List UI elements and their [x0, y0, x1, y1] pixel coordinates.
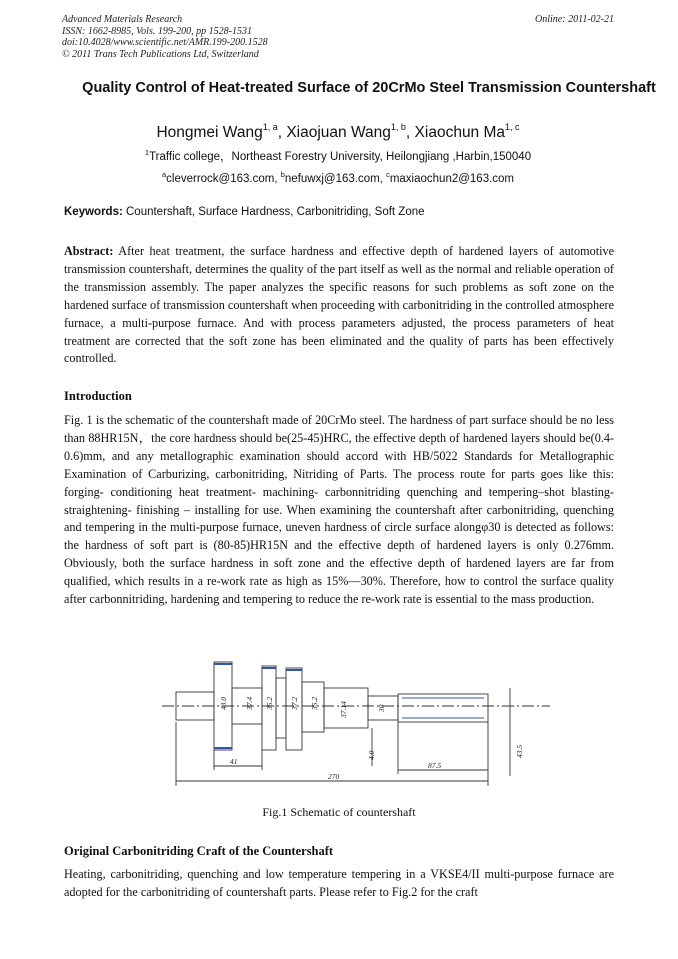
dim-label: 30: [377, 704, 386, 712]
dim-label: 41: [230, 757, 238, 766]
keywords-label: Keywords:: [64, 206, 123, 218]
author-sup: 1, a: [262, 122, 278, 132]
dim-label: 4.0: [367, 750, 376, 760]
affiliation-text: Traffic college，Northeast Forestry University, Heilongjiang ,Harbin,150040: [149, 151, 532, 163]
countershaft-figure: [160, 648, 552, 788]
section-heading: Original Carbonitriding Craft of the Countershaft: [64, 844, 334, 858]
journal-header: [62, 14, 614, 60]
dim-label: 43.0: [219, 696, 228, 710]
author-name: Xiaojuan Wang: [286, 124, 391, 141]
emails: [62, 170, 614, 185]
abstract-label: Abstract:: [64, 244, 114, 258]
author-name: Xiaochun Ma: [414, 124, 506, 141]
abstract: [64, 243, 614, 368]
email-sup: c: [386, 170, 390, 179]
author-sup: 1, b: [390, 122, 406, 132]
email-sup: b: [280, 170, 285, 179]
dim-label: 37.14: [339, 701, 348, 718]
affiliation-sup: 1: [144, 148, 150, 157]
dim-label: 35.2: [265, 696, 274, 710]
journal-name: Advanced Materials Research: [62, 14, 183, 25]
authors: Hongmei Wang$^{1, a}$, Xiaojuan Wang$^{1, b}$, Xiaochun Ma$^{1, c}$: [156, 122, 520, 141]
figure-caption: Fig.1 Schematic of countershaft: [262, 805, 416, 819]
keywords-text: Countershaft, Surface Hardness, Carbonitriding, Soft Zone: [122, 206, 425, 218]
author-name: Hongmei Wang: [156, 124, 263, 141]
email[interactable]: nefuwxj@163.com,: [284, 173, 387, 185]
email[interactable]: cleverrock@163.com,: [166, 173, 281, 185]
section-text: Heating, carbonitriding, quenching and low temperature tempering in a VKSE4/II multi-purpose furnace are adopted for the carbonitriding of countershaft parts. Please refer to Fig.2 for the craft: [64, 867, 614, 899]
email-sup: a: [161, 170, 167, 179]
introduction-heading: Introduction: [64, 389, 132, 403]
shaft-segment: [276, 678, 286, 738]
affiliation: [62, 148, 614, 164]
online-date: Online: 2011-02-21: [535, 14, 614, 25]
dim-label: 37.2: [290, 696, 299, 710]
copyright: © 2011 Trans Tech Publications Ltd, Switzerland: [62, 48, 259, 60]
email[interactable]: maxiaochun2@163.com: [389, 173, 515, 185]
abstract-text: After heat treatment, the surface hardness and effective depth of hardened layers of automotive transmission countershaft, determines the quality of the part itself as well as the normal and reliable operation of the transmission assembly. The paper analyzes the specific reasons for such problems as soft zone on the hardened surface of transmission countershaft when proceeding with carbonitriding in the controlled atmosphere furnace, a multi-purpose furnace. And with process parameters adjusted, the process parameters of heat treatment are corrected that the soft zone has been eliminated and the quality of parts has been effectively controlled.: [64, 244, 614, 366]
dim-label: 35.2: [310, 696, 319, 710]
dim-label: 37.4: [245, 696, 254, 710]
keywords: [64, 206, 616, 218]
doi: doi:10.4028/www.scientific.net/AMR.199-200.1528: [62, 37, 268, 48]
dim-label: 43.5: [515, 744, 524, 758]
introduction-text: Fig. 1 is the schematic of the countershaft made of 20CrMo steel. The hardness of part surface should be no less than 88HR15N，the core hardness should be(25-45)HRC, the effective depth of hardened layers should be(0.4-0.6)mm, and any metallographic examination should accord with HB/5022 Standards for Metallographic Examination of Carburizing, carbonitriding, Nitriding of Parts. The process route for parts goes like this: forging- conditioning heat treatment- machining- carbonnitriding quenching and tempering–shot blasting- straightening- finishing – installing for use. When examining the countershaft after carbonitriding, quenching and tempering in the multi-purpose furnace, uneven hardness of circle surface alongφ30 is detected as follows: the hardness of soft part is (80-85)HR15N and the effective depth of hardened layers is only 0.276mm. Obviously, both the surface hardness in soft zone and the effective depth of hardened layers are far from qualified, which results in a re-work rate as high as 15%—30%. Therefore, how to control the surface quality after carbonnitriding, hardening and tempering to reduce the re-work rate is essential to the mass production.: [64, 413, 614, 607]
author-sup: 1, c: [505, 122, 520, 132]
paper-title: Quality Control of Heat-treated Surface of 20CrMo Steel Transmission Countershaft: [82, 80, 656, 96]
issn: ISSN: 1662-8985, Vols. 199-200, pp 1528-1531: [62, 25, 252, 37]
dim-label: 270: [328, 772, 340, 781]
dim-label: 87.5: [428, 761, 442, 770]
